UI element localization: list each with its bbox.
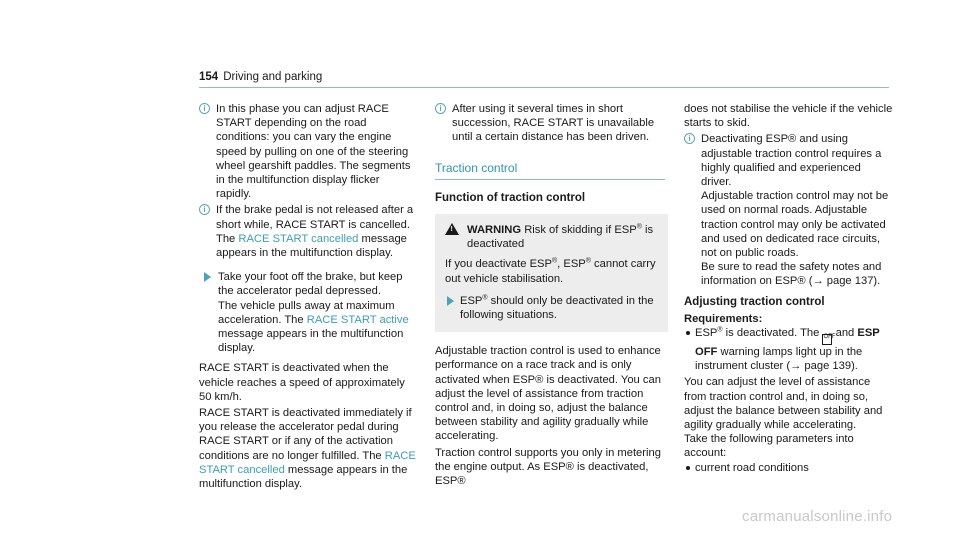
note-text: If the brake pedal is not released after a short while, RACE START is cancelled. The RACE START cancelled message appears in the multifunction display. bbox=[216, 204, 414, 260]
note bbox=[199, 102, 417, 201]
paragraph: Take the following parameters into account: bbox=[684, 433, 854, 460]
note bbox=[684, 132, 894, 288]
note bbox=[199, 203, 417, 260]
info-icon: i bbox=[684, 133, 695, 144]
column-2 bbox=[435, 102, 668, 488]
requirements-label: Requirements: bbox=[684, 312, 763, 325]
section-name: Driving and parking bbox=[223, 71, 323, 83]
paragraph: Traction control supports you only in metering the engine output. As ESP® is deactivated, ESP® bbox=[435, 446, 661, 488]
column-1 bbox=[199, 102, 417, 491]
step-arrow-icon bbox=[447, 296, 454, 306]
column-3 bbox=[684, 102, 894, 475]
display-message: RACE START cancelled bbox=[238, 232, 359, 245]
warning-box bbox=[435, 214, 668, 332]
info-icon: i bbox=[199, 204, 210, 215]
paragraph: You can adjust the level of assistance from traction control and, in doing so, adjust the balance between stability and agility gradually while accelerating. bbox=[684, 376, 883, 432]
note-text: In this phase you can adjust RACE START depending on the road conditions: you can vary the engine speed by pulling on one of the steering wheel gearshift paddles. The segments in the multifunction display flicker rapidly. bbox=[216, 103, 411, 201]
header-rule bbox=[199, 87, 889, 88]
paragraph: does not stabilise the vehicle if the vehicle starts to skid. bbox=[684, 103, 893, 130]
bullet-icon bbox=[686, 466, 690, 470]
warning-icon: ! bbox=[445, 223, 459, 235]
instruction-step bbox=[199, 270, 417, 355]
warning-body: If you deactivate ESP®, ESP® cannot carry out vehicle stabilisation. bbox=[445, 257, 656, 285]
step-arrow-icon bbox=[204, 272, 211, 282]
display-message: RACE START cancelled bbox=[199, 449, 416, 476]
bullet-icon bbox=[686, 331, 690, 335]
display-message: RACE START active bbox=[306, 313, 409, 326]
note-text: Deactivating ESP® and using adjustable traction control requires a highly qualified and experienced driver. bbox=[701, 133, 882, 189]
info-icon: i bbox=[199, 103, 210, 114]
note-text: After using it several times in short succession, RACE START is unavailable until a certain distance has been driven. bbox=[452, 103, 655, 144]
list-item: ESP® is deactivated. The OFF and ESP OFF warning lamps light up in the instrument cluster (→ page 139). bbox=[684, 326, 894, 373]
paragraph: RACE START is deactivated immediately if you release the accelerator pedal during RACE START or if any of the activation conditions are no longer fulfilled. The RACE START cancelled message appears in the multifunction display. bbox=[199, 407, 416, 491]
esp-off-icon: OFF bbox=[822, 334, 832, 345]
list-item: current road conditions bbox=[684, 461, 894, 475]
section-title: Traction control bbox=[435, 161, 668, 180]
step-text: Take your foot off the brake, but keep the accelerator pedal depressed. bbox=[218, 271, 403, 298]
warning-header: ! WARNING Risk of skidding if ESP® is deactivated bbox=[445, 223, 658, 251]
page-number: 154 bbox=[199, 71, 219, 83]
watermark: carmanualsonline.info bbox=[742, 508, 893, 525]
warning-step: ESP® should only be deactivated in the following situations. bbox=[445, 294, 658, 322]
info-icon: i bbox=[435, 103, 446, 114]
note bbox=[435, 102, 668, 145]
note-text: Be sure to read the safety notes and information on ESP® (→ page 137). bbox=[701, 261, 882, 288]
subsection-title: Adjusting traction control bbox=[684, 295, 825, 308]
subsection-title: Function of traction control bbox=[435, 191, 586, 204]
step-result: The vehicle pulls away at maximum acceleration. The RACE START active message appears in the multifunction display. bbox=[218, 299, 409, 355]
paragraph: RACE START is deactivated when the vehicle reaches a speed of approximately 50 km/h. bbox=[199, 362, 405, 403]
page-header bbox=[199, 70, 322, 84]
note-text: Adjustable traction control may not be used on normal roads. Adjustable traction control may only be activated and used on dedicated race circuits, not on public roads. bbox=[701, 190, 889, 260]
paragraph: Adjustable traction control is used to enhance performance on a race track and is only activated when ESP® is deactivated. You can adjust the level of assistance from traction control and, in doing so, adjust the balance between stability and agility gradually while accelerating. bbox=[435, 345, 661, 443]
